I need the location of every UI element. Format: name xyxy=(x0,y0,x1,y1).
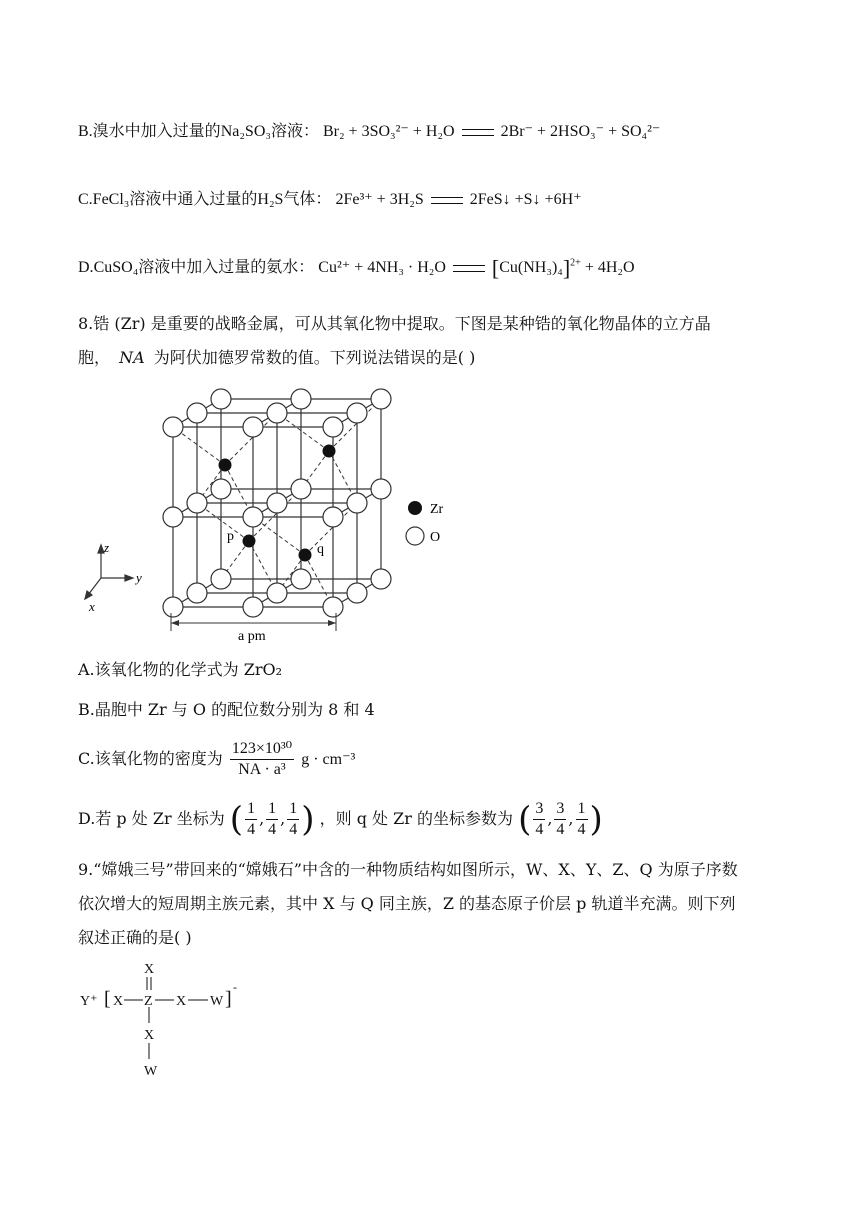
cell-atoms xyxy=(163,389,391,617)
oxygen-atom xyxy=(347,583,367,603)
option-text: ，则 q 处 Zr 的坐标参数为 xyxy=(319,809,513,828)
legend-o-label: O xyxy=(430,530,441,545)
oxygen-atom xyxy=(211,479,231,499)
option-label: C. xyxy=(78,191,93,208)
complex-ion: Cu(NH₃)₄ xyxy=(499,259,563,276)
gas: H₂S xyxy=(257,191,284,208)
option-c-q7 xyxy=(78,188,582,212)
oxygen-atom xyxy=(323,597,343,617)
coord-den: 4 xyxy=(535,821,544,838)
mid-text: 溶液中通入过量的 xyxy=(129,191,258,208)
suffix: 气体： xyxy=(283,191,332,208)
equation-rhs: 2FeS↓ +S↓ +6H⁺ xyxy=(469,191,582,208)
oxygen-atom xyxy=(347,403,367,423)
dimension-arrow-right xyxy=(328,620,336,626)
avogadro-symbol: NA xyxy=(119,348,145,367)
coord-num: 1 xyxy=(576,799,588,820)
oxygen-atom xyxy=(187,403,207,423)
fraction-numerator: 123×10³⁰ xyxy=(230,739,294,760)
suffix: 溶液： xyxy=(270,123,319,140)
suffix: 溶液中加入过量的氨水： xyxy=(138,259,315,276)
crystal-cell-figure xyxy=(78,385,478,645)
coord-den: 4 xyxy=(289,821,298,838)
oxygen-atom xyxy=(371,569,391,589)
legend-zr-dot xyxy=(408,501,422,515)
label-q: q xyxy=(317,542,324,557)
option-label: D. xyxy=(78,259,94,276)
equation-rhs: 2Br⁻ + 2HSO₃⁻ + SO₄²⁻ xyxy=(500,123,661,140)
density-fraction xyxy=(230,739,294,780)
dimension-arrow-left xyxy=(171,620,179,626)
oxygen-atom xyxy=(187,493,207,513)
atom-z-center: Z xyxy=(144,994,153,1009)
oxygen-atom xyxy=(323,417,343,437)
y-axis-arrow xyxy=(125,575,133,581)
reagent: FeCl₃ xyxy=(92,191,130,208)
q8-option-d: D.若 p 处 Zr 坐标为 ( $\frac{1}{4}$ , $\frac{1}{4}$ , $\frac{1}{4}$ ) ，则 q 处 Zr 的坐标参数为 ( $\frac{3}{4}$ , $\frac{3}{4}$ , $\frac{1}{4}$ ) xyxy=(78,799,603,840)
option-text: C.该氧化物的密度为 xyxy=(78,749,223,768)
option-label: B.溴水中加入过量的 xyxy=(78,123,221,140)
label-p: p xyxy=(227,529,234,544)
oxygen-atom xyxy=(291,389,311,409)
equals-sign xyxy=(453,265,485,272)
oxygen-atom xyxy=(243,417,263,437)
stem-text: 为阿伏加德罗常数的值。下列说法错误的是( ) xyxy=(153,348,476,367)
legend-o-circle xyxy=(406,527,424,545)
left-paren: ( xyxy=(518,799,532,840)
equals-sign xyxy=(431,197,463,204)
right-bracket: ] xyxy=(225,988,232,1010)
oxygen-atom xyxy=(291,479,311,499)
q8-stem-line1: 8.锆 (Zr) 是重要的战略金属，可从其氧化物中提取。下图是某种锆的氧化物晶体的立方晶 xyxy=(78,314,711,333)
oxygen-atom xyxy=(211,389,231,409)
zirconium-atom xyxy=(243,535,256,548)
right-paren: ) xyxy=(301,799,315,840)
coord-q-z xyxy=(576,799,588,840)
right-bracket: ] xyxy=(562,255,571,281)
density-unit: g · cm⁻³ xyxy=(301,751,356,768)
coord-num: 3 xyxy=(533,799,545,820)
left-bracket: [ xyxy=(491,255,500,281)
equation-rhs-tail: + 4H₂O xyxy=(584,259,635,276)
oxygen-atom xyxy=(291,569,311,589)
coord-num: 1 xyxy=(287,799,299,820)
q9-stem-line2: 依次增大的短周期主族元素，其中 X 与 Q 同主族，Z 的基态原子价层 p 轨道半充满。则下列 xyxy=(78,894,736,913)
zirconium-atom xyxy=(219,459,232,472)
oxygen-atom xyxy=(323,507,343,527)
oxygen-atom xyxy=(163,507,183,527)
oxygen-atom xyxy=(371,389,391,409)
axis-z-label: z xyxy=(104,540,110,555)
oxygen-atom xyxy=(243,597,263,617)
q8-option-a: A.该氧化物的化学式为 ZrO₂ xyxy=(78,660,283,679)
oxygen-atom xyxy=(243,507,263,527)
q8-option-b: B.晶胞中 Zr 与 O 的配位数分别为 8 和 4 xyxy=(78,700,375,719)
coord-num: 1 xyxy=(245,799,257,820)
right-paren: ) xyxy=(589,799,603,840)
cation-label: Y⁺ xyxy=(80,994,98,1009)
coord-num: 1 xyxy=(266,799,278,820)
left-bracket: [ xyxy=(104,988,111,1010)
dimension-label: a pm xyxy=(238,629,266,644)
left-paren: ( xyxy=(229,799,244,840)
complex-charge: 2+ xyxy=(570,257,581,269)
coord-q-y xyxy=(554,799,566,840)
zirconium-atom xyxy=(323,445,336,458)
oxygen-atom xyxy=(347,493,367,513)
option-text: D.若 p 处 Zr 坐标为 xyxy=(78,809,225,828)
oxygen-atom xyxy=(163,597,183,617)
equation-lhs: Cu²⁺ + 4NH₃ · H₂O xyxy=(318,259,446,276)
oxygen-atom xyxy=(163,417,183,437)
coord-p-z xyxy=(287,799,299,840)
coord-q-x xyxy=(533,799,545,840)
anion-charge: - xyxy=(233,980,237,994)
atom-x-bottom: X xyxy=(144,1028,155,1043)
zirconium-atom xyxy=(299,549,312,562)
oxygen-atom xyxy=(211,569,231,589)
reagent: Na₂SO₃ xyxy=(220,123,271,140)
stem-text: 胞， xyxy=(78,348,111,367)
equation-lhs: Br₂ + 3SO₃²⁻ + H₂O xyxy=(322,123,455,140)
structure-figure xyxy=(78,955,298,1085)
option-b-q7 xyxy=(78,120,660,144)
atom-w-end: W xyxy=(210,994,224,1009)
coord-den: 4 xyxy=(577,821,586,838)
reagent: CuSO₄ xyxy=(93,259,139,276)
atom-w-bottom: W xyxy=(144,1064,158,1079)
option-d-q7 xyxy=(78,256,635,280)
axis-y-label: y xyxy=(136,570,142,585)
q9-stem-line1: 9.“嫦娥三号”带回来的“嫦娥石”中含的一种物质结构如图所示，W、X、Y、Z、Q 为原子序数 xyxy=(78,860,738,879)
axis-x-label: x xyxy=(89,599,95,614)
oxygen-atom xyxy=(267,403,287,423)
equals-sign xyxy=(462,129,494,136)
fraction-denominator: NA · a³ xyxy=(238,761,286,778)
oxygen-atom xyxy=(267,493,287,513)
q8-option-c xyxy=(78,736,355,783)
atom-x-left: X xyxy=(113,994,124,1009)
coord-p-x xyxy=(245,799,257,840)
q9-stem-line3: 叙述正确的是( ) xyxy=(78,928,192,947)
equation-lhs: 2Fe³⁺ + 3H₂S xyxy=(335,191,424,208)
x-axis-line xyxy=(88,578,101,595)
coord-num: 3 xyxy=(554,799,566,820)
q8-stem-line2 xyxy=(78,346,475,370)
x-axis-arrow xyxy=(85,591,92,599)
oxygen-atom xyxy=(267,583,287,603)
atom-x-top: X xyxy=(144,962,155,977)
coord-den: 4 xyxy=(268,821,277,838)
atom-x-right: X xyxy=(176,994,187,1009)
coord-den: 4 xyxy=(556,821,565,838)
coord-den: 4 xyxy=(247,821,256,838)
coord-p-y xyxy=(266,799,278,840)
oxygen-atom xyxy=(187,583,207,603)
oxygen-atom xyxy=(371,479,391,499)
legend-zr-label: Zr xyxy=(430,502,444,517)
